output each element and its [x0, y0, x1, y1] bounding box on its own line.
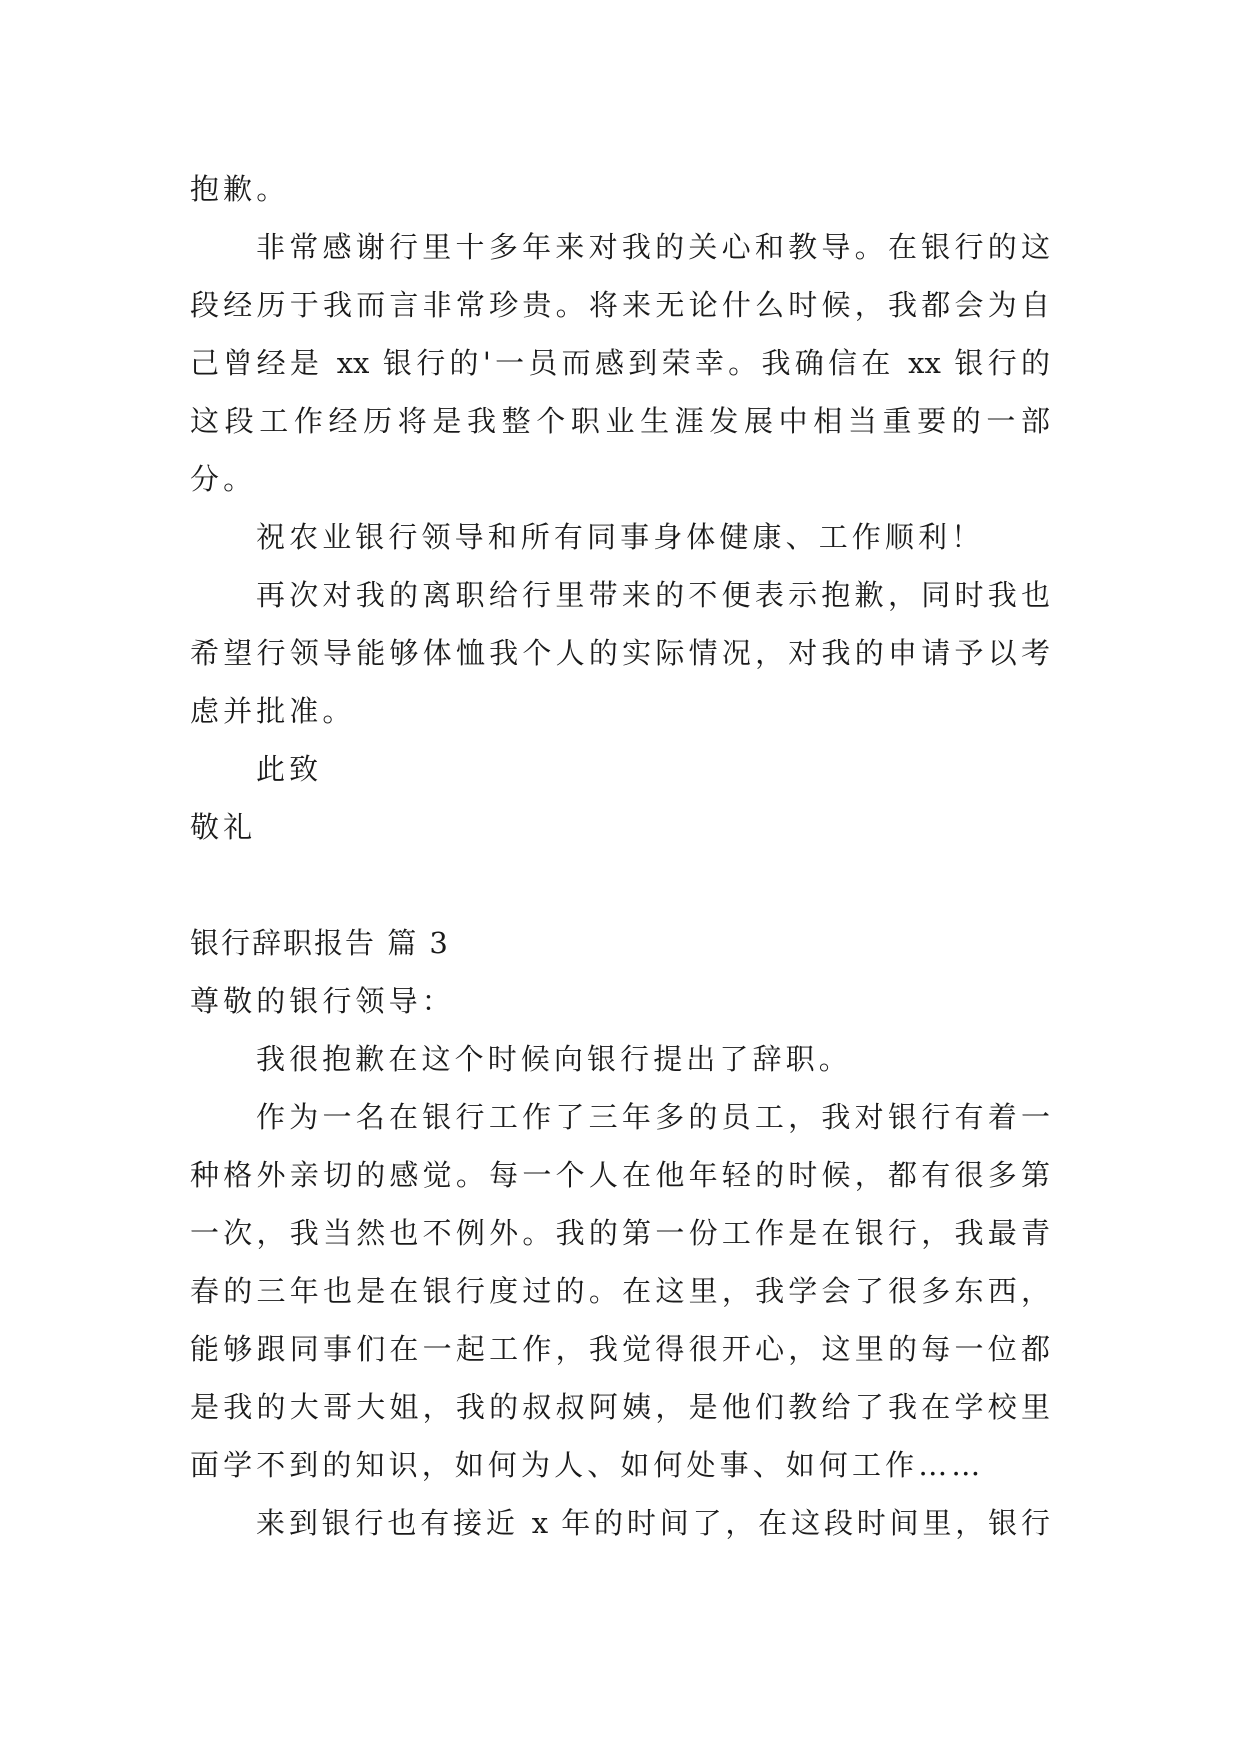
text-line-apology-3: 虑并批准。: [190, 694, 356, 728]
text-line-gratitude-3: 己曾经是 xx 银行的'一员而感到荣幸。我确信在 xx 银行的: [190, 346, 1050, 380]
text-line-body-3: 一次，我当然也不例外。我的第一份工作是在银行，我最青: [190, 1216, 1050, 1250]
text-line-gratitude-2: 段经历于我而言非常珍贵。将来无论什么时候，我都会为自: [190, 288, 1050, 322]
text-line-body-4: 春的三年也是在银行度过的。在这里，我学会了很多东西，: [190, 1274, 1050, 1308]
text-line-body-5: 能够跟同事们在一起工作，我觉得很开心，这里的每一位都: [190, 1332, 1050, 1366]
text-line-regards: 敬礼: [190, 810, 257, 844]
text-line-gratitude-4: 这段工作经历将是我整个职业生涯发展中相当重要的一部: [190, 404, 1050, 438]
text-line-gratitude-1: 非常感谢行里十多年来对我的关心和教导。在银行的这: [256, 230, 1050, 264]
letter-greeting: 尊敬的银行领导：: [190, 984, 455, 1018]
text-line-wishes: 祝农业银行领导和所有同事身体健康、工作顺利！: [256, 520, 985, 554]
text-line-gratitude-5: 分。: [190, 462, 257, 496]
text-line-body-2: 种格外亲切的感觉。每一个人在他年轻的时候，都有很多第: [190, 1158, 1050, 1192]
text-line-body-6: 是我的大哥大姐，我的叔叔阿姨，是他们教给了我在学校里: [190, 1390, 1050, 1424]
text-line-body-8: 来到银行也有接近 x 年的时间了，在这段时间里，银行: [256, 1506, 1050, 1540]
text-line-closing-apology: 抱歉。: [190, 172, 290, 206]
text-line-salutation: 此致: [256, 752, 323, 786]
text-line-apology-1: 再次对我的离职给行里带来的不便表示抱歉，同时我也: [256, 578, 1050, 612]
text-line-resignation: 我很抱歉在这个时候向银行提出了辞职。: [256, 1042, 852, 1076]
text-line-body-7: 面学不到的知识，如何为人、如何处事、如何工作……: [190, 1448, 985, 1482]
text-line-apology-2: 希望行领导能够体恤我个人的实际情况，对我的申请予以考: [190, 636, 1050, 670]
section-heading: 银行辞职报告 篇 3: [190, 926, 450, 960]
text-line-body-1: 作为一名在银行工作了三年多的员工，我对银行有着一: [256, 1100, 1050, 1134]
